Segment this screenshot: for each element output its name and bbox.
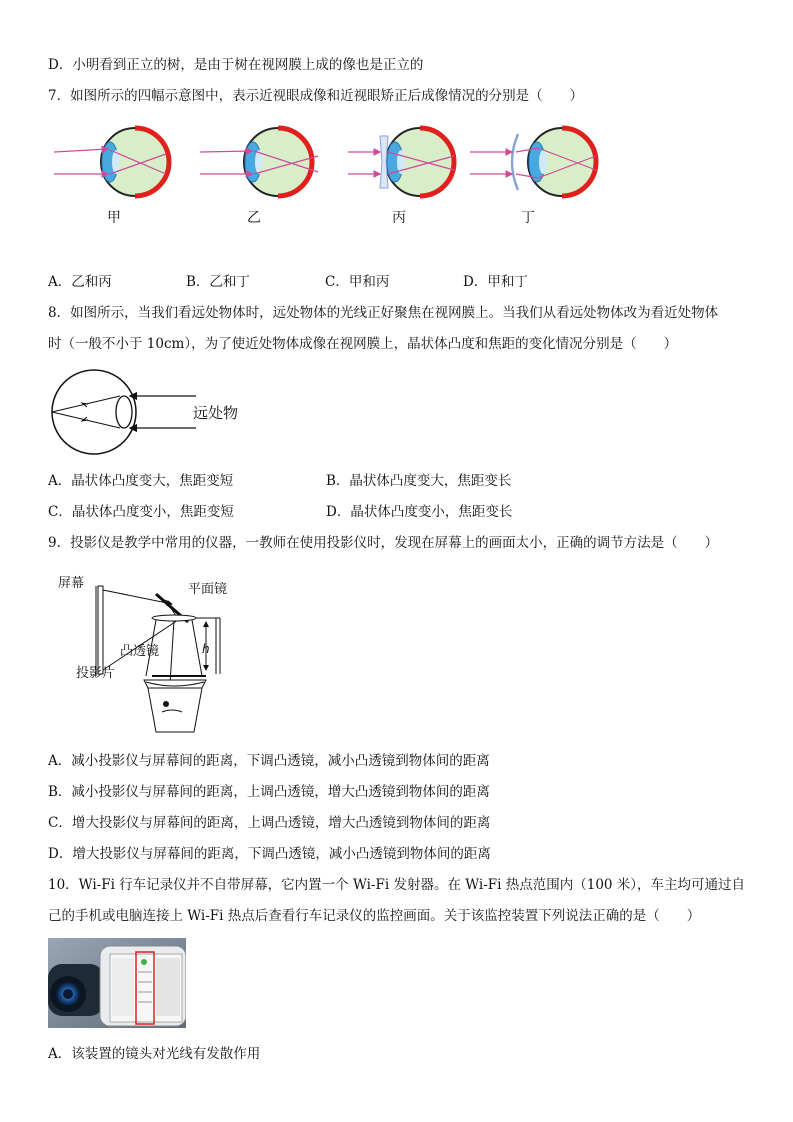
eye-diagram-bing <box>348 128 454 196</box>
height-label: h <box>202 642 210 656</box>
convex-lens-label: 凸透镜 <box>120 644 160 659</box>
q7-option-c: C．甲和丙 <box>325 274 390 290</box>
slide-label: 投影片 <box>76 666 116 681</box>
q9-option-c: C．增大投影仪与屏幕间的距离，上调凸透镜，增大凸透镜到物体间的距离 <box>48 815 491 831</box>
q7-option-a: A．乙和丙 <box>48 274 112 290</box>
eye-diagram-ding <box>470 128 596 196</box>
q8-option-b: B．晶状体凸度变大，焦距变长 <box>326 473 512 489</box>
q7-option-d: D．甲和丁 <box>463 274 528 290</box>
caption-ding: 丁 <box>521 210 535 226</box>
caption-bing: 丙 <box>392 210 406 226</box>
q8-option-d: D．晶状体凸度变小，焦距变长 <box>326 504 513 520</box>
caption-jia: 甲 <box>107 210 121 226</box>
screen-label: 屏幕 <box>58 576 85 591</box>
q10-stem-line1: 10．Wi-Fi 行车记录仪并不自带屏幕，它内置一个 Wi-Fi 发射器。在 Wi-Fi 热点范围内（100 米），车主均可通过自 <box>48 877 746 893</box>
q10-dashcam-photo <box>48 938 186 1028</box>
far-object-label: 远处物 <box>193 404 239 422</box>
q8-option-a: A．晶状体凸度变大，焦距变短 <box>48 473 234 489</box>
q9-stem: 9．投影仪是教学中常用的仪器，一教师在使用投影仪时，发现在屏幕上的画面太小，正确的调节方法是（ ） <box>48 535 719 551</box>
q9-option-d: D．增大投影仪与屏幕间的距离，下调凸透镜，减小凸透镜到物体间的距离 <box>48 846 491 862</box>
q8-option-c: C．晶状体凸度变小，焦距变短 <box>48 504 234 520</box>
q7-option-b: B．乙和丁 <box>186 274 250 290</box>
q10-stem-line2: 己的手机或电脑连接上 Wi-Fi 热点后查看行车记录仪的监控画面。关于该监控装置下列说法正确的是（ ） <box>48 908 701 924</box>
q6-option-d: D．小明看到正立的树，是由于树在视网膜上成的像也是正立的 <box>48 57 424 73</box>
caption-yi: 乙 <box>247 210 261 226</box>
q8-stem-line1: 8．如图所示，当我们看远处物体时，远处物体的光线正好聚焦在视网膜上。当我们从看远处物体改为看近处物体 <box>48 305 719 321</box>
q7-stem: 7．如图所示的四幅示意图中，表示近视眼成像和近视眼矫正后成像情况的分别是（ ） <box>48 88 584 104</box>
q10-option-a: A．该装置的镜头对光线有发散作用 <box>48 1046 261 1062</box>
q9-option-b: B．减小投影仪与屏幕间的距离，上调凸透镜，增大凸透镜到物体间的距离 <box>48 784 490 800</box>
q9-option-a: A．减小投影仪与屏幕间的距离，下调凸透镜，减小凸透镜到物体间的距离 <box>48 753 490 769</box>
plane-mirror-label: 平面镜 <box>188 582 228 597</box>
eye-diagram-jia <box>54 128 169 196</box>
q8-eye-far-object-diagram <box>46 366 206 462</box>
q8-stem-line2: 时（一般不小于 10cm），为了使近处物体成像在视网膜上，晶状体凸度和焦距的变化情况分别是（ ） <box>48 336 678 352</box>
eye-diagram-yi <box>200 128 318 196</box>
